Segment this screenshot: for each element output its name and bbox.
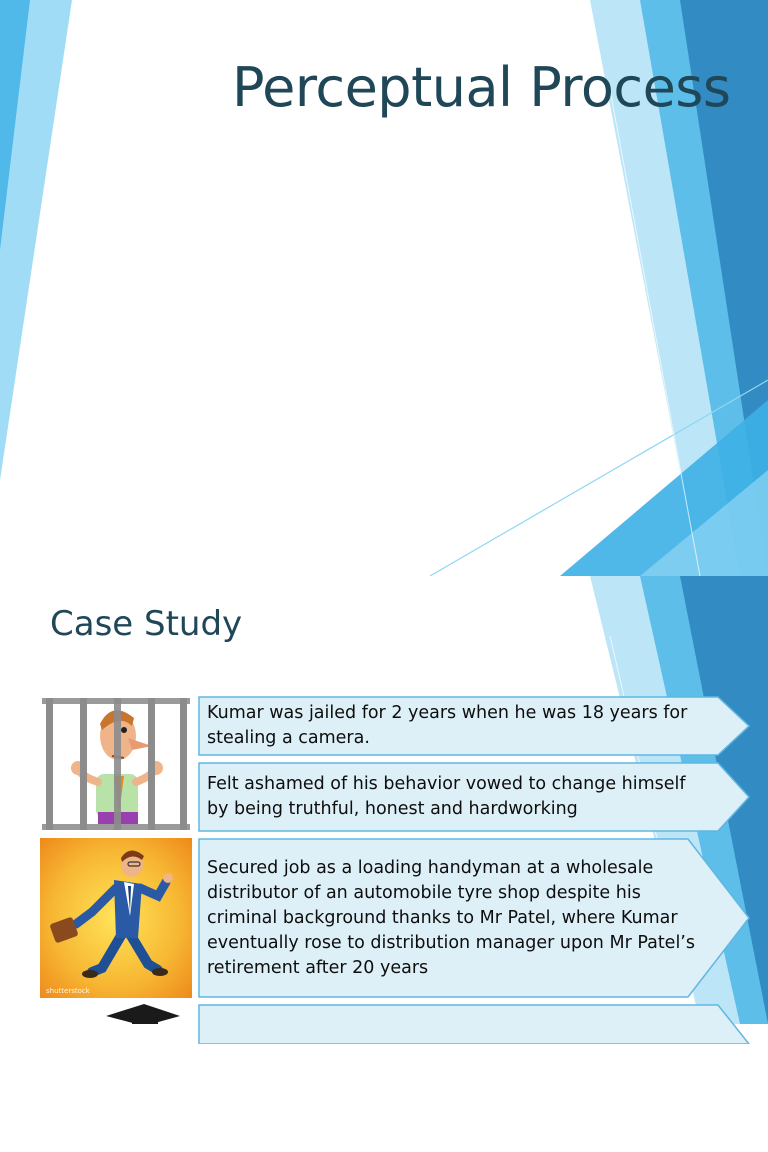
list-item <box>198 762 750 832</box>
slide-2 <box>0 576 768 1152</box>
list-item-text: Felt ashamed of his behavior vowed to change himself by being truthful, honest and hardworking <box>207 774 686 819</box>
watermark-text: shutterstock <box>46 987 90 995</box>
list-item <box>198 1004 750 1044</box>
jail-picture <box>40 696 192 834</box>
jailed-man-illustration-icon <box>40 696 192 834</box>
graduation-cap-icon <box>40 1002 192 1024</box>
page-title: Perceptual Process <box>232 56 731 119</box>
businessman-picture <box>40 838 192 998</box>
list-item-text <box>207 1004 710 1044</box>
list-item-text: Secured job as a loading handyman at a wholesale distributor of an automobile tyre shop despite his criminal background thanks to Mr Patel, where Kumar eventually rose to distribution manager upon Mr Patel’s retirement after 20 years <box>207 857 695 978</box>
businessman-walking-illustration-icon <box>40 838 192 998</box>
graduation-picture <box>40 1002 192 1024</box>
list-item <box>198 696 750 756</box>
case-study-heading: Case Study <box>50 604 243 644</box>
list-item <box>198 838 750 998</box>
list-item-text: Kumar was jailed for 2 years when he was 18 years for stealing a camera. <box>207 703 688 748</box>
